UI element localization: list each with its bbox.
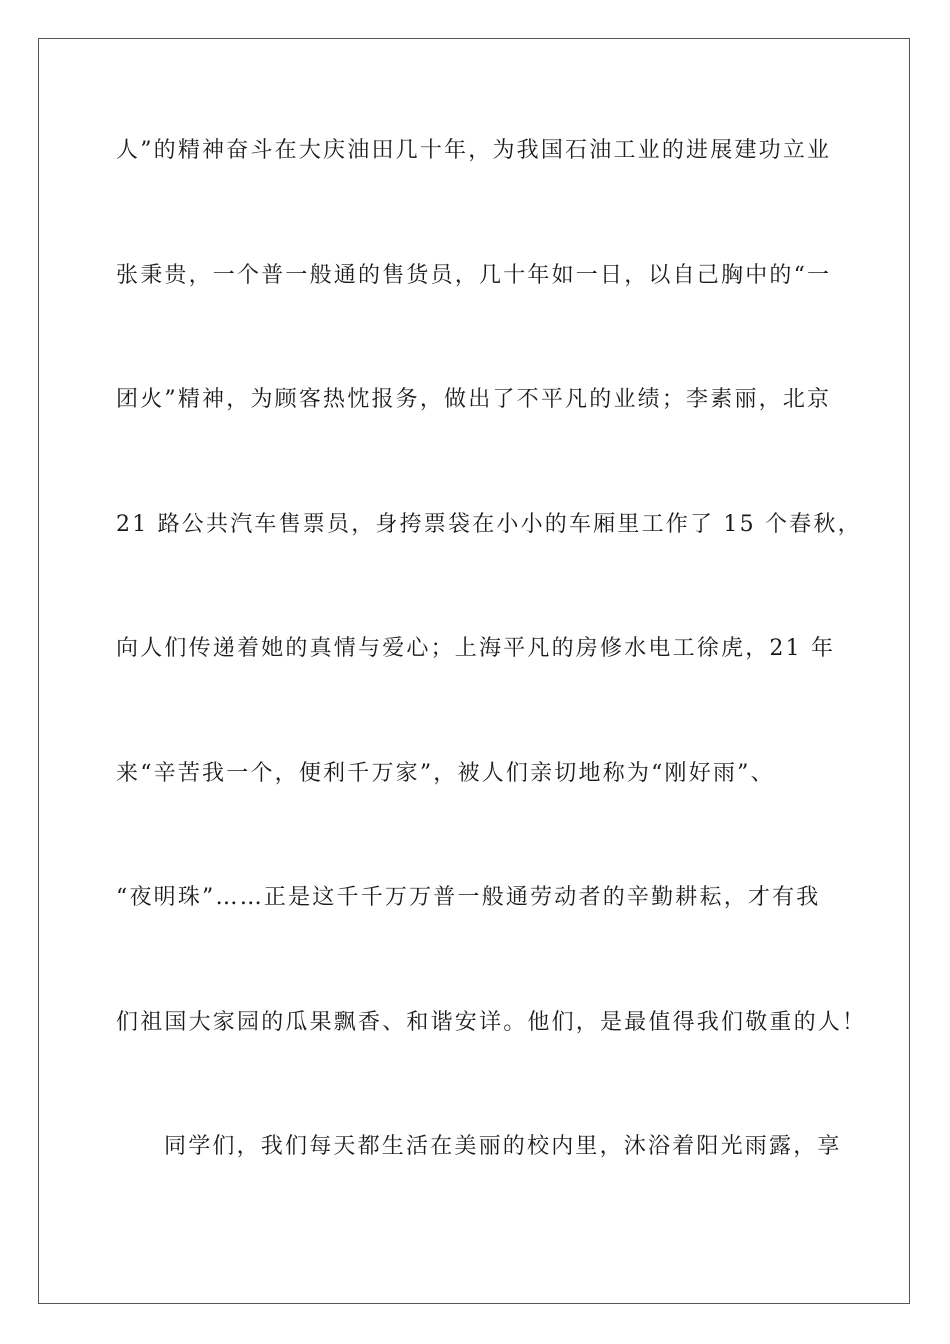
text-line: 们祖国大家园的瓜果飘香、和谐安详。他们，是最值得我们敬重的人！ xyxy=(116,1009,867,1035)
text-line: 21 路公共汽车售票员，身挎票袋在小小的车厢里工作了 15 个春秋， xyxy=(116,511,862,537)
text-line: “夜明珠”……正是这千千万万普一般通劳动者的辛勤耕耘，才有我 xyxy=(116,885,821,910)
text-line: 团火”精神，为顾客热忱报务，做出了不平凡的业绩；李素丽，北京 xyxy=(116,387,832,412)
text-line: 来“辛苦我一个，便利千万家”，被人们亲切地称为“刚好雨”、 xyxy=(116,760,775,786)
document-body xyxy=(116,126,867,1247)
text-line: 张秉贵，一个普一般通的售货员，几十年如一日，以自己胸中的“一 xyxy=(116,262,832,288)
paragraph-start-line: 同学们，我们每天都生活在美丽的校内里，沐浴着阳光雨露，享 xyxy=(164,1134,842,1159)
text-line: 人”的精神奋斗在大庆油田几十年，为我国石油工业的进展建功立业 xyxy=(116,138,832,163)
text-line: 向人们传递着她的真情与爱心；上海平凡的房修水电工徐虎，21 年 xyxy=(116,636,836,661)
